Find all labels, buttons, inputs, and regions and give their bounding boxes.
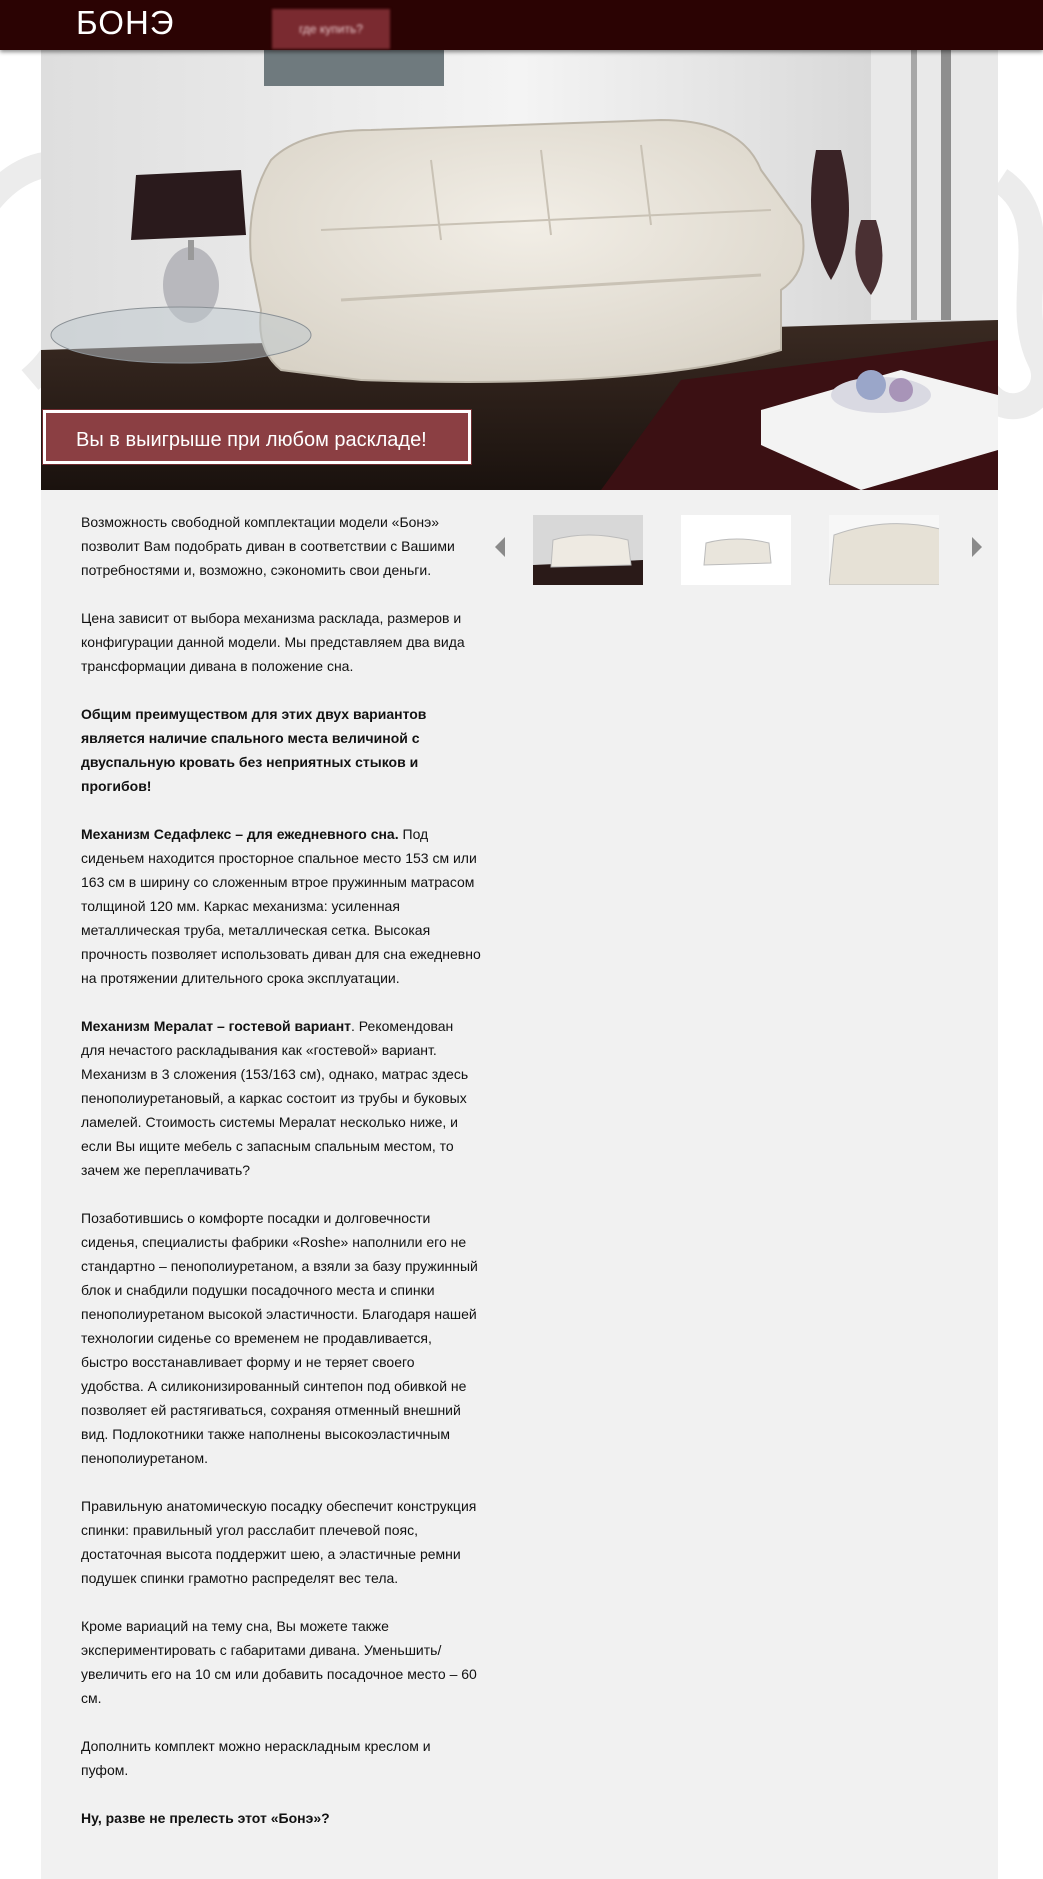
bold-text: Общим преимуществом для этих двух вариантов является наличие спального места величиной с двуспальную кровать без неприятных стыков и прогибов! (81, 706, 427, 794)
paragraph: Позаботившись о комфорте посадки и долговечности сиденья, специалисты фабрики «Roshe» наполнили его не стандартно – пенополиуретаном, а взяли за базу пружинный блок и снабдили подушки посадочного места и спинки пенополиуретаном высокой эластичности. Благодаря нашей технологии сиденье со временем не продавливается, быстро восстанавливает форму и не теряет своего удобства. А силиконизированный синтепон под обивкой не позволяет ей растягиваться, сохраняя отменный внешний вид. Подлокотники также наполнены высокоэластичным пенополиуретаном. (81, 1210, 478, 1466)
thumbnail-gallery (491, 515, 991, 585)
paragraph-body: . Рекомендован для нечастого раскладывания как «гостевой» вариант. Механизм в 3 сложения (153/163 см), однако, матрас здесь пенополиуретановый, а каркас состоит из трубы и буковых ламелей. Стоимость системы Мералат несколько ниже, и если Вы ищите мебель с запасным спальным местом, то зачем же переплачивать? (81, 1018, 469, 1178)
where-to-buy-button[interactable]: где купить? (272, 9, 390, 49)
paragraph-bold (81, 1806, 481, 1830)
paragraph: Правильную анатомическую посадку обеспечит конструкция спинки: правильный угол расслабит плечевой пояс, достаточная высота поддержит шею, а эластичные ремни подушек спинки грамотно распределят вес тела. (81, 1498, 477, 1586)
chevron-right-icon[interactable] (972, 537, 982, 557)
hero-image (41, 50, 998, 490)
bold-text: Ну, разве не прелесть этот «Бонэ»? (81, 1810, 330, 1826)
thumbnail-1[interactable] (533, 515, 643, 585)
chevron-left-icon[interactable] (495, 537, 505, 557)
promo-banner: Вы в выигрыше при любом раскладе! (43, 410, 471, 464)
paragraph (81, 822, 481, 990)
site-logo[interactable]: БОНЭ (76, 4, 175, 41)
content-panel (41, 50, 998, 1879)
paragraph-body: Под сиденьем находится просторное спальное место 153 см или 163 см в ширину со сложенным втрое пружинным матрасом толщиной 120 мм. Каркас механизма: усиленная металлическая труба, металлическая сетка. Высокая прочность позволяет использовать диван для сна ежедневно на протяжении длительного срока эксплуатации. (81, 826, 481, 986)
paragraph (81, 1014, 481, 1182)
paragraph: Цена зависит от выбора механизма расклада, размеров и конфигурации данной модели. Мы представляем два вида трансформации дивана в положение сна. (81, 610, 465, 674)
paragraph: Дополнить комплект можно нераскладным креслом и пуфом. (81, 1738, 431, 1778)
paragraph: Кроме вариаций на тему сна, Вы можете также экспериментировать с габаритами дивана. Уменьшить/увеличить его на 10 см или добавить посадочное место – 60 см. (81, 1618, 477, 1706)
bold-lead: Механизм Мералат – гостевой вариант (81, 1018, 352, 1034)
description (81, 510, 481, 1854)
paragraph: Возможность свободной комплектации модели «Бонэ» позволит Вам подобрать диван в соответствии с Вашими потребностями и, возможно, сэкономить свои деньги. (81, 514, 455, 578)
paragraph-bold (81, 702, 481, 798)
thumbnail-3[interactable] (829, 515, 939, 585)
thumbnail-2[interactable] (681, 515, 791, 585)
top-bar (0, 0, 1043, 50)
bold-lead: Механизм Седафлекс – для ежедневного сна. (81, 826, 399, 842)
